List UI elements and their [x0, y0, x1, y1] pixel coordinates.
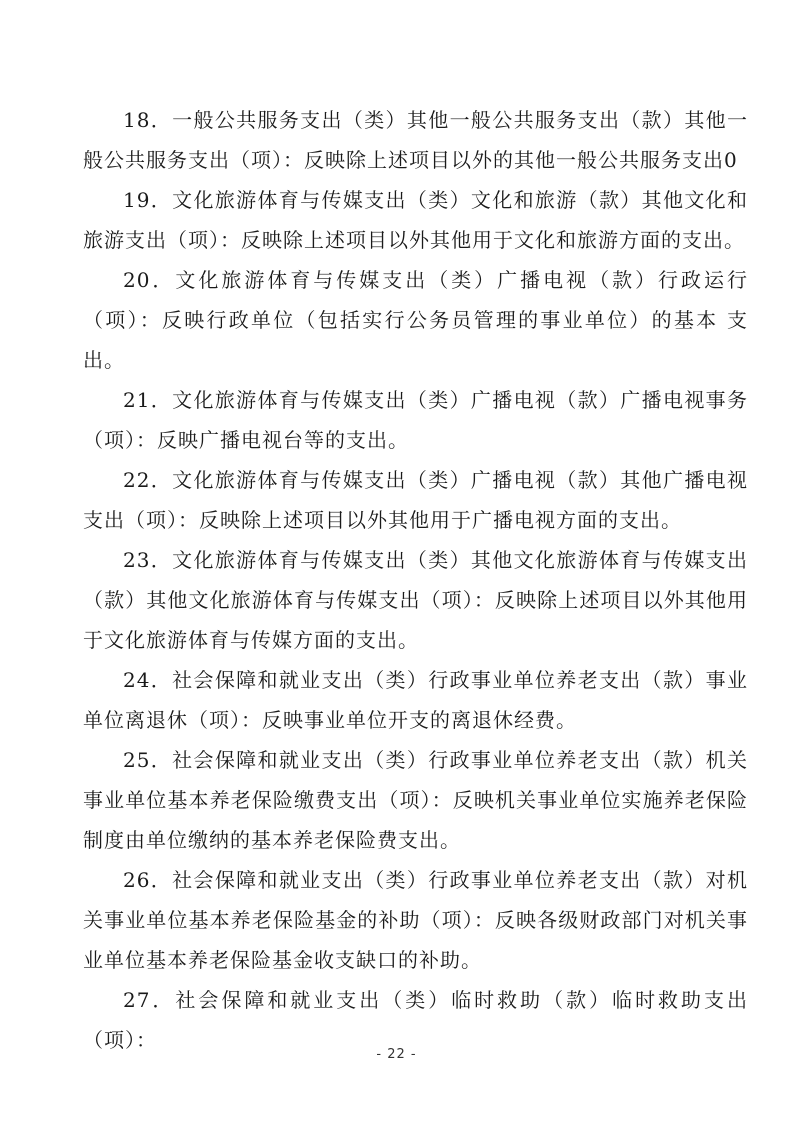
paragraph-26: 26．社会保障和就业支出（类）行政事业单位养老支出（款）对机关事业单位基本养老保险基金的补助（项）：反映各级财政部门对机关事业单位基本养老保险基金收支缺口的补助。	[83, 868, 748, 972]
paragraph-21: 21．文化旅游体育与传媒支出（类）广播电视（款）广播电视事务（项）：反映广播电视台等的支出。	[83, 388, 748, 452]
paragraph-24: 24．社会保障和就业支出（类）行政事业单位养老支出（款）事业单位离退休（项）：反映事业单位开支的离退休经费。	[83, 668, 748, 732]
paragraph-25: 25．社会保障和就业支出（类）行政事业单位养老支出（款）机关事业单位基本养老保险缴费支出（项）：反映机关事业单位实施养老保险制度由单位缴纳的基本养老保险费支出。	[83, 748, 748, 852]
paragraph-27: 27．社会保障和就业支出（类）临时救助（款）临时救助支出（项）：	[83, 988, 748, 1052]
paragraph-20: 20．文化旅游体育与传媒支出（类）广播电视（款）行政运行（项）：反映行政单位（包括实行公务员管理的事业单位）的基本 支出。	[83, 268, 748, 372]
page-number: - 22 -	[376, 1047, 417, 1062]
paragraph-22: 22．文化旅游体育与传媒支出（类）广播电视（款）其他广播电视支出（项）：反映除上述项目以外其他用于广播电视方面的支出。	[83, 468, 748, 532]
paragraph-18: 18．一般公共服务支出（类）其他一般公共服务支出（款）其他一般公共服务支出（项）：反映除上述项目以外的其他一般公共服务支出0	[83, 108, 748, 172]
paragraph-23: 23．文化旅游体育与传媒支出（类）其他文化旅游体育与传媒支出（款）其他文化旅游体育与传媒支出（项）：反映除上述项目以外其他用于文化旅游体育与传媒方面的支出。	[83, 548, 748, 652]
paragraph-19: 19．文化旅游体育与传媒支出（类）文化和旅游（款）其他文化和旅游支出（项）：反映除上述项目以外其他用于文化和旅游方面的支出。	[83, 188, 748, 252]
document-body	[83, 100, 748, 1060]
